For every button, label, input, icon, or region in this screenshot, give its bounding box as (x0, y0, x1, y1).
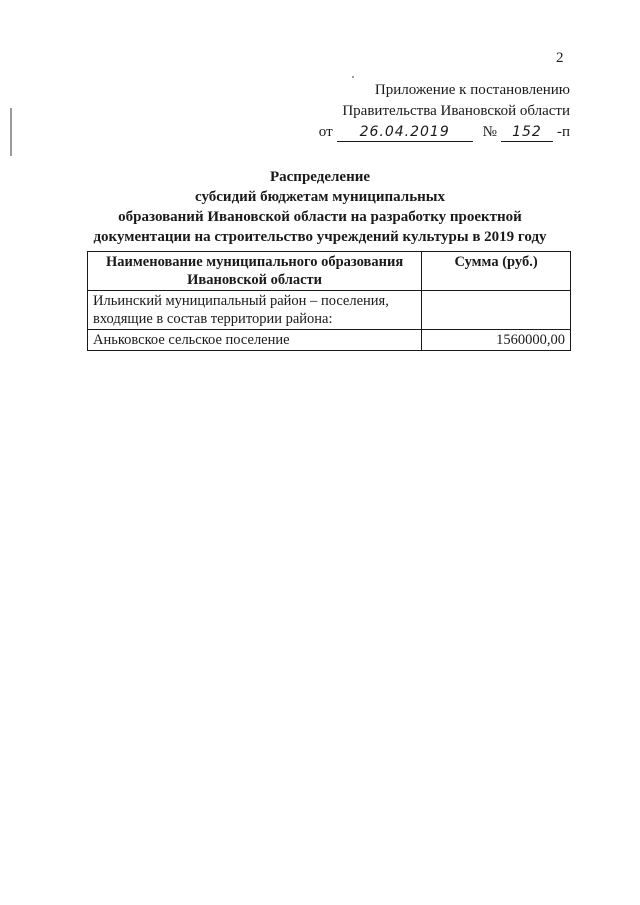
decree-suffix: -п (556, 124, 570, 140)
scan-dot (352, 76, 354, 78)
title-line-4: документации на строительство учреждений культуры в 2019 году (93, 229, 547, 245)
title-line-1: Распределение (269, 169, 371, 185)
row-sum (422, 291, 571, 330)
page-number: 2 (556, 50, 564, 66)
table-row (88, 330, 571, 351)
row-municipality-name: Аньковское сельское поселение (88, 330, 422, 351)
table-row (88, 291, 571, 330)
row-sum: 1560000,00 (422, 330, 571, 351)
decree-reference (319, 122, 570, 143)
decree-date: 26.04.2019 (337, 124, 473, 142)
header-sum: Сумма (руб.) (422, 252, 571, 291)
table-header-row (88, 252, 571, 291)
title-line-3: образований Ивановской области на разработку проектной (118, 209, 522, 225)
document-title (0, 167, 640, 247)
number-label: № (482, 124, 497, 140)
subsidy-distribution-table (87, 251, 571, 351)
from-label: от (318, 124, 333, 140)
appendix-line-1: Приложение к постановлению (374, 82, 570, 98)
header-municipality-name: Наименование муниципального образования Ивановской области (88, 252, 422, 291)
title-line-2: субсидий бюджетам муниципальных (195, 189, 445, 205)
appendix-line-2: Правительства Ивановской области (342, 103, 570, 119)
scan-margin-mark (10, 108, 12, 156)
appendix-header (319, 80, 570, 143)
decree-number: 152 (501, 124, 553, 142)
row-municipality-name: Ильинский муниципальный район – поселения, входящие в состав территории района: (88, 291, 422, 330)
